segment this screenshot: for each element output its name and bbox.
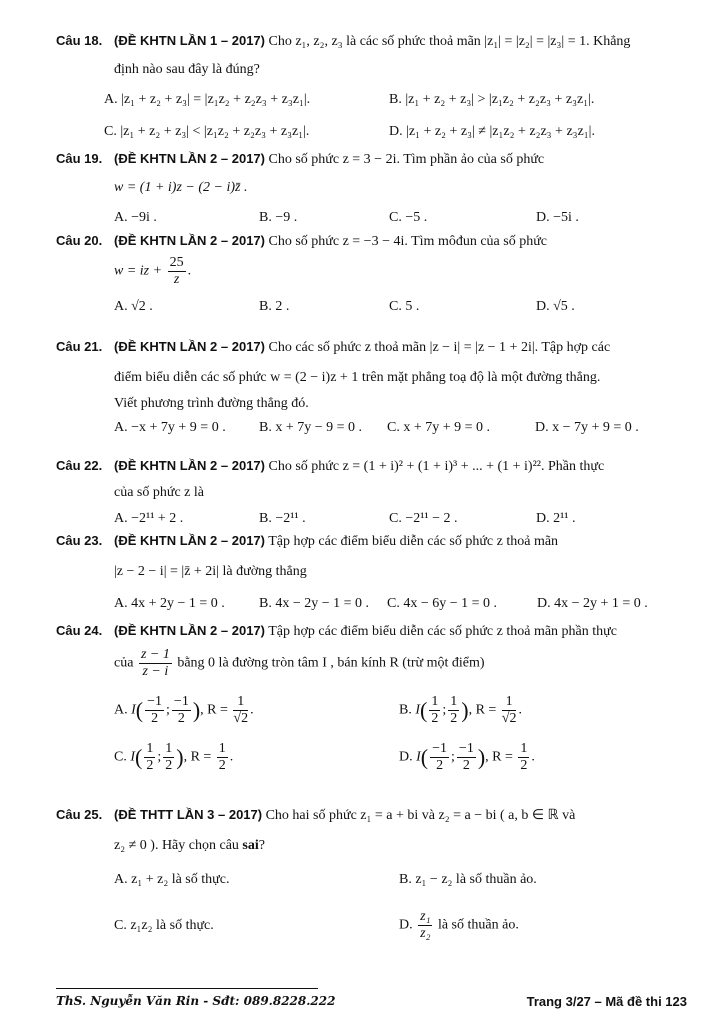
- footer-author: ThS. Nguyễn Văn Rin - Sđt: 089.8228.222: [56, 994, 336, 1008]
- fraction-denominator: √2: [233, 711, 249, 726]
- option-text: , R =: [485, 749, 513, 765]
- footer-divider: [56, 988, 318, 989]
- fraction-numerator: 1: [146, 741, 154, 756]
- option-c: C. I( $\frac{1}{2}$ ; $\frac{1}{2}$ ), R = $\frac{1}{2}$ .: [114, 741, 234, 773]
- fraction: [163, 741, 174, 774]
- option-b: B. 4x − 2y − 1 = 0 .: [259, 596, 370, 611]
- option-text: I: [130, 749, 136, 765]
- fraction: [139, 647, 172, 680]
- question-source: (ĐỀ KHTN LẦN 2 – 2017): [114, 233, 265, 248]
- option-c: C. z₁z₂ là số thực.: [114, 917, 214, 933]
- question-22: [56, 455, 696, 530]
- formula-part: bằng 0 là đường tròn tâm I , bán kính R (trừ một điểm): [177, 655, 485, 671]
- option-c: C. −2¹¹ − 2 .: [389, 511, 458, 526]
- fraction-numerator: −1: [147, 694, 163, 709]
- question-23: [56, 530, 696, 615]
- question-text: ?: [258, 838, 265, 853]
- option-d: D. |z₁ + z₂ + z₃| ≠ |z₁z₂ + z₂z₃ + z₃z₁|.: [389, 124, 595, 139]
- option-d: D. I( $\frac{-1}{2}$ ; $\frac{-1}{2}$ ), R = $\frac{1}{2}$ .: [399, 741, 535, 773]
- fraction: [418, 909, 432, 942]
- fraction-denominator: 2: [520, 758, 528, 773]
- fraction-denominator: 2: [218, 758, 226, 773]
- fraction: [518, 741, 529, 774]
- fraction-numerator: 1: [450, 694, 458, 709]
- fraction-numerator: −1: [458, 741, 474, 756]
- fraction-numerator: z − 1: [140, 647, 170, 662]
- fraction: [502, 694, 517, 727]
- option-text: .: [250, 702, 254, 718]
- option-a: A. 4x + 2y − 1 = 0 .: [114, 596, 225, 611]
- question-text-cont: của số phức z là: [114, 485, 204, 500]
- option-label: C.: [114, 749, 127, 765]
- fraction: [144, 741, 155, 774]
- question-text: Cho số phức z = 3 − 2i. Tìm phần ảo của số phức: [268, 152, 545, 167]
- question-text-cont: [56, 835, 696, 857]
- option-c: C. 5 .: [389, 299, 420, 314]
- question-number: Câu 18.: [56, 33, 103, 48]
- question-text: z₂ ≠ 0 ). Hãy chọn câu: [114, 838, 239, 853]
- option-a: A. −x + 7y + 9 = 0 .: [114, 420, 226, 435]
- question-formula: [56, 255, 696, 288]
- fraction-numerator: 1: [431, 694, 439, 709]
- option-text: I: [415, 702, 421, 718]
- option-text: .: [518, 702, 522, 718]
- fraction-numerator: 1: [502, 694, 517, 711]
- option-b: B. I( $\frac{1}{2}$ ; $\frac{1}{2}$ ), R = $\frac{1}{√2}$ .: [399, 694, 522, 726]
- fraction-denominator: 2: [165, 758, 173, 773]
- option-b: B. x + 7y − 9 = 0 .: [259, 420, 363, 435]
- option-d: [399, 909, 519, 942]
- fraction-denominator: 2: [431, 711, 439, 726]
- fraction-numerator: −1: [173, 694, 189, 709]
- fraction-numerator: −1: [432, 741, 448, 756]
- question-25: [56, 804, 696, 942]
- question-text-cont: định nào sau đây là đúng?: [114, 62, 260, 77]
- question-source: (ĐỀ KHTN LẦN 2 – 2017): [114, 151, 265, 166]
- question-number: Câu 20.: [56, 233, 103, 248]
- question-number: Câu 19.: [56, 151, 103, 166]
- question-formula: |z − 2 − i| = |z̄ + 2i| là đường thẳng: [114, 564, 307, 579]
- option-text: , R =: [183, 749, 212, 765]
- fraction: [430, 741, 449, 774]
- option-d: D. 2¹¹ .: [536, 511, 576, 526]
- question-text: Cho hai số phức z₁ = a + bi và z₂ = a − bi ( a, b ∈ ℝ và: [265, 808, 576, 823]
- question-24: [56, 620, 696, 774]
- fraction-numerator: 1: [218, 741, 226, 756]
- question-source: (ĐỀ KHTN LẦN 2 – 2017): [114, 339, 265, 354]
- formula-part: của: [114, 655, 134, 671]
- formula-end: .: [187, 263, 192, 279]
- option-b: B. −9 .: [259, 210, 298, 225]
- fraction-numerator: 1: [520, 741, 528, 756]
- option-c: C. 4x − 6y − 1 = 0 .: [387, 596, 498, 611]
- option-a: A. |z₁ + z₂ + z₃| = |z₁z₂ + z₂z₃ + z₃z₁|.: [104, 92, 311, 107]
- question-text: Tập hợp các điểm biểu diễn các số phức z thoả mãn: [268, 534, 559, 549]
- question-number: Câu 23.: [56, 533, 103, 548]
- fraction: [457, 741, 476, 774]
- option-a: A. −2¹¹ + 2 .: [114, 511, 184, 526]
- option-a: A. √2 .: [114, 299, 153, 314]
- fraction-numerator: z₁: [420, 909, 431, 924]
- option-d: D. x − 7y + 9 = 0 .: [535, 420, 639, 435]
- option-label: A.: [114, 702, 128, 718]
- fraction-denominator: z₂: [420, 926, 431, 941]
- question-19: [56, 148, 696, 229]
- question-source: (ĐỀ KHTN LẦN 2 – 2017): [114, 458, 265, 473]
- option-text: .: [229, 749, 234, 765]
- question-source: (ĐỀ THTT LẦN 3 – 2017): [114, 807, 263, 822]
- fraction-denominator: z − i: [142, 664, 169, 679]
- fraction-denominator: 2: [177, 711, 185, 726]
- fraction-denominator: 2: [151, 711, 159, 726]
- fraction-denominator: z: [173, 272, 180, 287]
- question-21: [56, 336, 696, 439]
- question-source: (ĐỀ KHTN LẦN 2 – 2017): [114, 623, 265, 638]
- option-c: C. |z₁ + z₂ + z₃| < |z₁z₂ + z₂z₃ + z₃z₁|.: [104, 124, 310, 139]
- fraction-denominator: 2: [462, 758, 470, 773]
- option-c: C. x + 7y + 9 = 0 .: [387, 420, 491, 435]
- question-number: Câu 21.: [56, 339, 103, 354]
- question-text: Cho z₁, z₂, z₃ là các số phức thoả mãn |z₁| = |z₂| = |z₃| = 1. Khẳng: [268, 34, 631, 49]
- option-text: là số thuần ảo.: [437, 917, 519, 933]
- option-text: I: [416, 749, 421, 765]
- question-18: [56, 30, 696, 143]
- question-text: Cho các số phức z thoả mãn |z − i| = |z − 1 + 2i|. Tập hợp các: [268, 340, 611, 355]
- question-source: (ĐỀ KHTN LẦN 1 – 2017): [114, 33, 265, 48]
- fraction: [145, 694, 164, 727]
- option-text: , R =: [468, 702, 497, 718]
- fraction: [429, 694, 440, 727]
- question-number: Câu 25.: [56, 807, 103, 822]
- question-number: Câu 22.: [56, 458, 103, 473]
- question-text: Tập hợp các điểm biểu diễn các số phức z thoả mãn phần thực: [268, 624, 617, 639]
- question-formula: [56, 647, 696, 680]
- question-source: (ĐỀ KHTN LẦN 2 – 2017): [114, 533, 265, 548]
- option-d: D. √5 .: [536, 299, 575, 314]
- question-number: Câu 24.: [56, 623, 103, 638]
- option-b: B. −2¹¹ .: [259, 511, 306, 526]
- question-formula: w = (1 + i)z − (2 − i)z̄ .: [114, 180, 248, 195]
- fraction-denominator: 2: [436, 758, 444, 773]
- fraction-numerator: 25: [169, 255, 184, 270]
- option-c: C. −5 .: [389, 210, 428, 225]
- option-d: D. −5i .: [536, 210, 579, 225]
- option-a: A. I( $\frac{-1}{2}$ ; $\frac{-1}{2}$ ), R = $\frac{1}{√2}$ .: [114, 694, 254, 726]
- formula-part: w = iz +: [114, 263, 163, 279]
- fraction-numerator: 1: [233, 694, 248, 711]
- fraction-denominator: √2: [501, 711, 517, 726]
- fraction-denominator: 2: [450, 711, 458, 726]
- option-label: D.: [399, 749, 413, 765]
- question-text-cont: Viết phương trình đường thẳng đó.: [114, 396, 309, 411]
- option-b: B. 2 .: [259, 299, 290, 314]
- fraction: [448, 694, 459, 727]
- fraction-numerator: 1: [165, 741, 173, 756]
- option-b: B. z₁ − z₂ là số thuần ảo.: [399, 872, 537, 887]
- option-d: D. 4x − 2y + 1 = 0 .: [537, 596, 648, 611]
- question-text-cont: điểm biểu diễn các số phức w = (2 − i)z + 1 trên mặt phẳng toạ độ là một đường thẳng.: [114, 370, 601, 385]
- fraction: [217, 741, 228, 774]
- fraction-denominator: 2: [146, 758, 154, 773]
- emphasis-text: sai: [242, 838, 259, 853]
- fraction: [168, 255, 186, 288]
- option-text: , R =: [200, 702, 228, 718]
- option-a: A. z₁ + z₂ là số thực.: [114, 872, 230, 887]
- option-text: .: [531, 749, 535, 765]
- option-text: I: [131, 702, 136, 718]
- footer-page-number: Trang 3/27 – Mã đề thi 123: [526, 994, 687, 1009]
- fraction: [233, 694, 248, 727]
- fraction: [172, 694, 191, 727]
- question-20: [56, 230, 696, 318]
- option-a: A. −9i .: [114, 210, 157, 225]
- option-label: D.: [399, 917, 413, 933]
- option-b: B. |z₁ + z₂ + z₃| > |z₁z₂ + z₂z₃ + z₃z₁|.: [389, 92, 595, 107]
- question-text: Cho số phức z = (1 + i)² + (1 + i)³ + ... + (1 + i)²². Phần thực: [268, 459, 605, 474]
- option-label: B.: [399, 702, 412, 718]
- question-text: Cho số phức z = −3 − 4i. Tìm môđun của số phức: [268, 234, 548, 249]
